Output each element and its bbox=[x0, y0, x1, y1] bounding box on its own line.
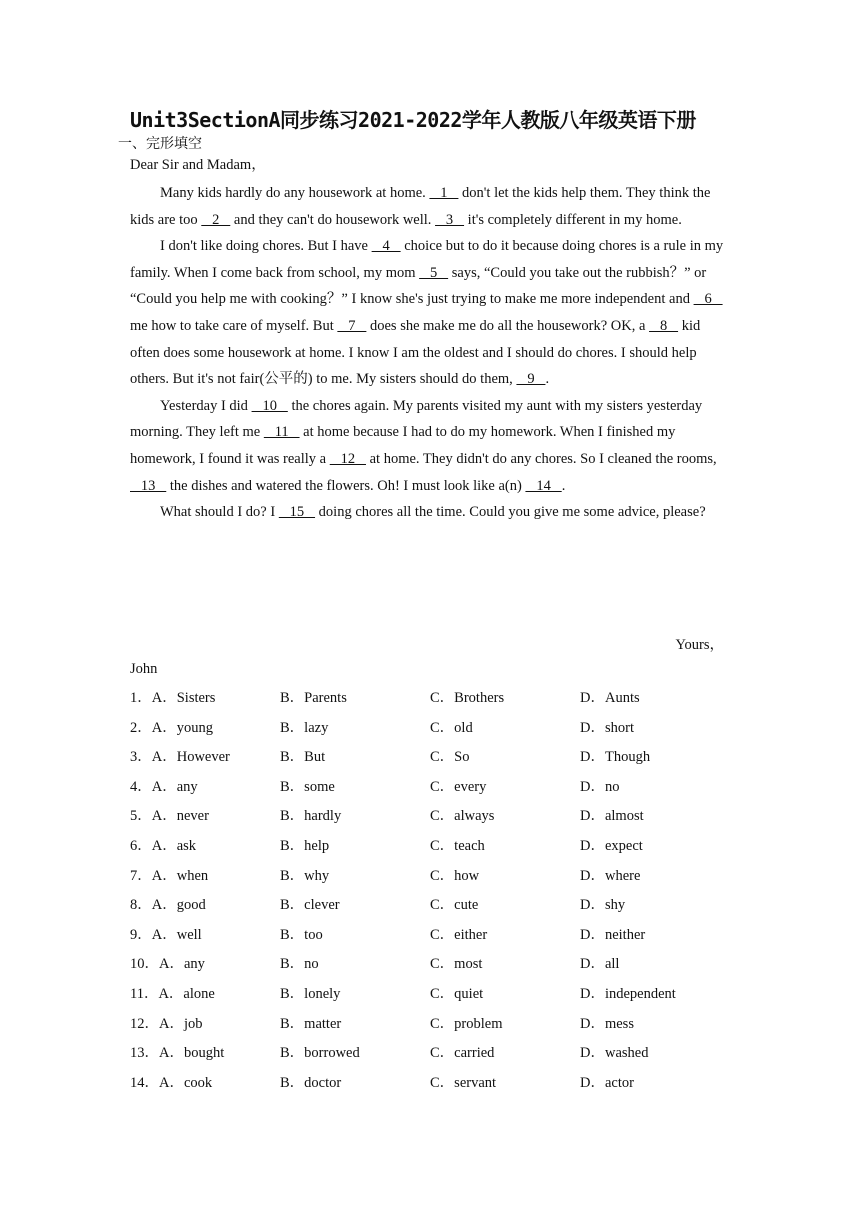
cloze-blank: 2 bbox=[201, 211, 231, 228]
option-c: C．every bbox=[430, 778, 487, 795]
question-number-option-a: 7．A．when bbox=[130, 867, 209, 884]
option-b: B．help bbox=[280, 837, 330, 854]
question-number-option-a: 8．A．good bbox=[130, 897, 206, 914]
option-d: D．no bbox=[580, 778, 620, 795]
passage-paragraph bbox=[130, 180, 726, 233]
passage-text: at home because I had to do my homework. When I finished my homework, I found it was really a bbox=[130, 424, 676, 467]
passage-text: Many kids hardly do any housework at home. bbox=[160, 185, 430, 201]
letter-closing: Yours， bbox=[675, 637, 724, 653]
option-b: B．borrowed bbox=[280, 1045, 360, 1062]
question-row bbox=[130, 834, 730, 864]
passage-text: it's completely different in my home. bbox=[464, 211, 682, 228]
question-row bbox=[130, 1071, 730, 1101]
answer-options bbox=[130, 686, 730, 1100]
cloze-blank: 7 bbox=[337, 317, 367, 334]
question-number-option-a: 11．A．alone bbox=[130, 985, 215, 1002]
document-title: Unit3SectionA同步练习2021-2022学年人教版八年级英语下册 bbox=[130, 108, 696, 132]
passage-text: at home. They didn't do any chores. So I cleaned the rooms, bbox=[365, 450, 717, 467]
passage-text: does she make me do all the housework? OK, a bbox=[366, 317, 650, 334]
cloze-blank: 1 bbox=[429, 185, 459, 201]
option-c: C．Brothers bbox=[430, 690, 505, 706]
option-c: C．how bbox=[430, 867, 480, 884]
passage-text: choice but to do it because doing chores is a rule in my family. When I come back from school, my mom bbox=[130, 238, 724, 281]
option-c: C．servant bbox=[430, 1074, 497, 1091]
option-c: C．always bbox=[430, 808, 495, 825]
passage-text: I don't like doing chores. But I have bbox=[160, 238, 372, 255]
option-d: D．actor bbox=[580, 1074, 634, 1091]
question-row bbox=[130, 952, 730, 982]
option-d: D．expect bbox=[580, 837, 643, 854]
option-c: C．either bbox=[430, 926, 488, 943]
option-b: B．matter bbox=[280, 1015, 342, 1032]
option-d: D．mess bbox=[580, 1015, 634, 1032]
question-row bbox=[130, 804, 730, 834]
option-c: C．quiet bbox=[430, 985, 484, 1002]
passage-text: says, “Could you take out the rubbish？” or “Could you help me with cooking？” I know she's just trying to make me more independent and bbox=[130, 264, 707, 308]
question-number-option-a: 9．A．well bbox=[130, 926, 202, 943]
option-b: B．lazy bbox=[280, 719, 329, 736]
question-row bbox=[130, 775, 730, 805]
question-row bbox=[130, 923, 730, 953]
letter-salutation: Dear Sir and Madam， bbox=[130, 157, 266, 173]
question-number-option-a: 10．A．any bbox=[130, 956, 205, 973]
option-d: D．short bbox=[580, 719, 634, 736]
question-number-option-a: 5．A．never bbox=[130, 808, 209, 825]
option-b: B．why bbox=[280, 867, 330, 884]
option-c: C．carried bbox=[430, 1045, 495, 1062]
option-d: D．independent bbox=[580, 985, 676, 1002]
passage-text: the chores again. My parents visited my aunt with my sisters yesterday morning. They left me bbox=[130, 397, 703, 441]
passage-text: me how to take care of myself. But bbox=[130, 317, 338, 334]
option-b: B．some bbox=[280, 778, 335, 795]
passage-paragraph bbox=[130, 393, 726, 499]
question-row bbox=[130, 982, 730, 1012]
cloze-blank: 8 bbox=[649, 317, 679, 334]
cloze-blank: 6 bbox=[693, 291, 723, 308]
question-row bbox=[130, 1041, 730, 1071]
cloze-blank: 12 bbox=[329, 450, 366, 467]
option-b: B．too bbox=[280, 926, 323, 943]
letter-signature: John bbox=[130, 661, 158, 677]
option-b: B．doctor bbox=[280, 1074, 342, 1091]
passage-text: . bbox=[545, 371, 550, 388]
question-number-option-a: 2．A．young bbox=[130, 719, 213, 736]
cloze-blank: 4 bbox=[371, 238, 401, 255]
cloze-blank: 14 bbox=[525, 477, 562, 494]
question-row bbox=[130, 686, 730, 716]
option-b: B．But bbox=[280, 749, 326, 766]
question-number-option-a: 4．A．any bbox=[130, 778, 198, 795]
question-number-option-a: 13．A．bought bbox=[130, 1045, 225, 1062]
option-c: C．teach bbox=[430, 837, 485, 854]
option-b: B．no bbox=[280, 956, 319, 973]
option-c: C．problem bbox=[430, 1015, 503, 1032]
question-number-option-a: 12．A．job bbox=[130, 1015, 203, 1032]
question-row bbox=[130, 893, 730, 923]
option-b: B．lonely bbox=[280, 985, 341, 1002]
option-d: D．neither bbox=[580, 926, 646, 943]
option-b: B．Parents bbox=[280, 690, 347, 706]
cloze-blank: 10 bbox=[251, 397, 288, 414]
passage-paragraph bbox=[130, 233, 726, 393]
question-number-option-a: 6．A．ask bbox=[130, 837, 197, 854]
passage-text: kid often does some housework at home. I know I am the oldest and I should do chores. I should help others. But it's not fair(公平的) to me. My sisters should do them, bbox=[130, 317, 701, 388]
cloze-blank: 9 bbox=[516, 371, 546, 388]
option-c: C．cute bbox=[430, 897, 479, 914]
option-d: D．almost bbox=[580, 808, 644, 825]
question-row bbox=[130, 745, 730, 775]
passage-text: Yesterday I did bbox=[160, 397, 252, 414]
cloze-blank: 13 bbox=[130, 477, 167, 494]
passage-paragraph bbox=[130, 499, 726, 526]
cloze-blank: 3 bbox=[435, 211, 465, 228]
option-d: D．shy bbox=[580, 897, 626, 914]
option-d: D．Though bbox=[580, 749, 651, 766]
cloze-blank: 15 bbox=[278, 504, 316, 521]
option-d: D．all bbox=[580, 956, 620, 973]
option-c: C．So bbox=[430, 749, 470, 766]
option-b: B．hardly bbox=[280, 808, 342, 825]
passage-text: What should I do? I bbox=[160, 504, 279, 521]
cloze-blank: 11 bbox=[263, 424, 300, 441]
question-row bbox=[130, 1012, 730, 1042]
passage-text: . bbox=[561, 477, 566, 494]
question-number-option-a: 3．A．However bbox=[130, 749, 230, 766]
question-row bbox=[130, 716, 730, 746]
option-c: C．most bbox=[430, 956, 483, 973]
passage-text: and they can't do housework well. bbox=[230, 211, 436, 228]
passage-text: don't let the kids help them. They think the kids are too bbox=[130, 185, 711, 228]
question-number-option-a: 14．A．cook bbox=[130, 1074, 213, 1091]
option-c: C．old bbox=[430, 719, 473, 736]
passage-text: the dishes and watered the flowers. Oh! I must look like a(n) bbox=[166, 477, 526, 494]
option-d: D．washed bbox=[580, 1045, 649, 1062]
passage-text: doing chores all the time. Could you give me some advice, please? bbox=[315, 504, 706, 521]
question-number-option-a: 1．A．Sisters bbox=[130, 690, 216, 706]
cloze-blank: 5 bbox=[419, 264, 449, 281]
option-d: D．Aunts bbox=[580, 690, 640, 706]
question-row bbox=[130, 864, 730, 894]
section-heading: 一、完形填空 bbox=[118, 136, 202, 152]
option-d: D．where bbox=[580, 867, 641, 884]
option-b: B．clever bbox=[280, 897, 340, 914]
cloze-passage bbox=[130, 180, 726, 526]
